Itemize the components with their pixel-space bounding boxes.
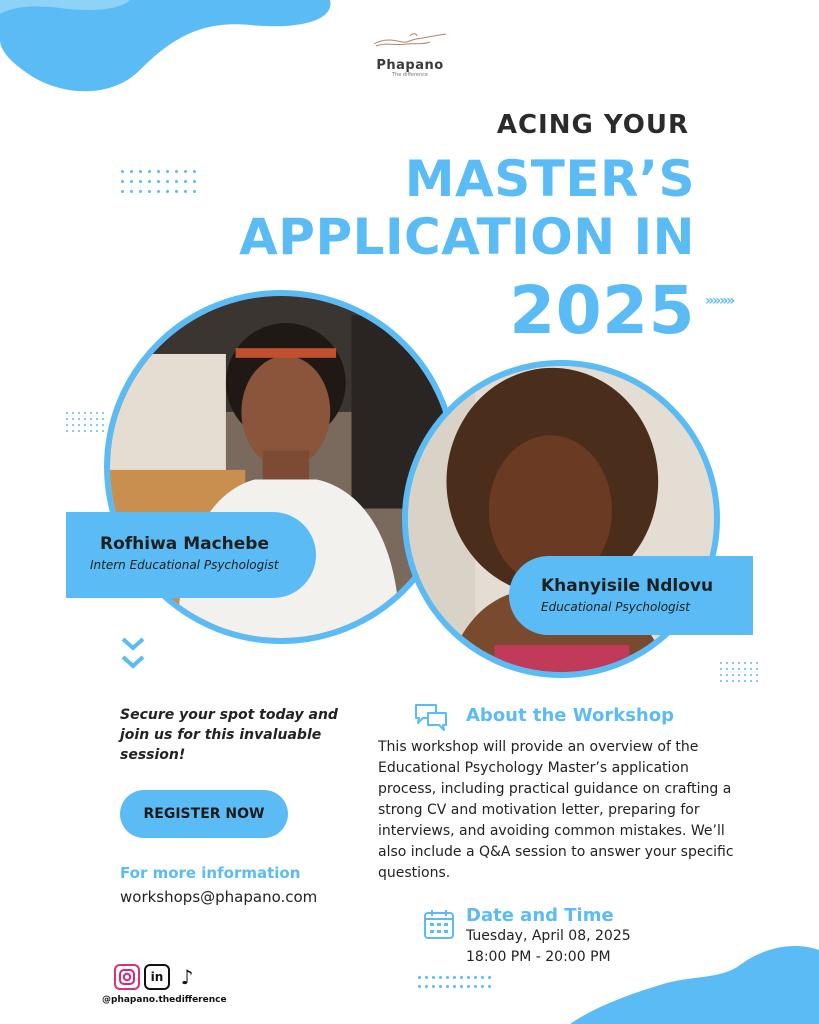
headline-line-3: APPLICATION IN [239,208,695,266]
brand-tagline: The difference [392,72,428,78]
more-info-heading: For more information [120,864,301,882]
speaker-role-1: Intern Educational Psychologist [90,558,279,572]
dot-grid-bottom [418,976,491,988]
register-now-button[interactable]: REGISTER NOW [120,790,288,838]
speaker-card-1 [66,512,316,598]
calendar-icon [423,908,455,940]
linkedin-icon[interactable]: in [144,964,170,990]
double-arrow-icon: »»»» [705,293,734,309]
event-date: Tuesday, April 08, 2025 [466,928,631,944]
speaker-name-2: Khanyisile Ndlovu [541,576,714,596]
event-time: 18:00 PM - 20:00 PM [466,949,611,965]
chat-bubbles-icon [414,702,448,732]
social-handle: @phapano.thedifference [102,995,227,1005]
social-icons [102,964,200,990]
speaker-name-1: Rofhiwa Machebe [100,534,269,554]
dot-grid-left [66,412,104,432]
date-time-heading: Date and Time [466,905,614,926]
dot-grid-right [720,662,758,682]
speaker-role-2: Educational Psychologist [541,600,690,614]
about-heading: About the Workshop [466,705,674,726]
headline-year: 2025 [509,272,695,349]
tiktok-icon[interactable]: ♪ [180,965,194,989]
instagram-icon[interactable] [114,964,140,990]
brand-logo [360,30,460,78]
headline-line-1: ACING YOUR [496,110,689,140]
top-left-wave-blob [0,0,340,100]
contact-email-link[interactable]: workshops@phapano.com [120,888,318,906]
speaker-card-2 [509,556,753,635]
headline-line-2: MASTER’S [404,150,695,208]
cta-text: Secure your spot today and join us for this invaluable session! [120,707,338,763]
about-description: This workshop will provide an overview of the Educational Psychology Master’s application process, including practical guidance on crafting a strong CV and motivation letter, preparing for interviews, and avoiding common mistakes. We’ll also include a Q&A session to answer your specific questions. [378,739,734,881]
brand-name: Phapano [376,58,444,73]
hands-logo-icon [370,30,450,52]
chevron-down-icon [120,636,146,672]
dot-grid-top-left [121,170,196,193]
